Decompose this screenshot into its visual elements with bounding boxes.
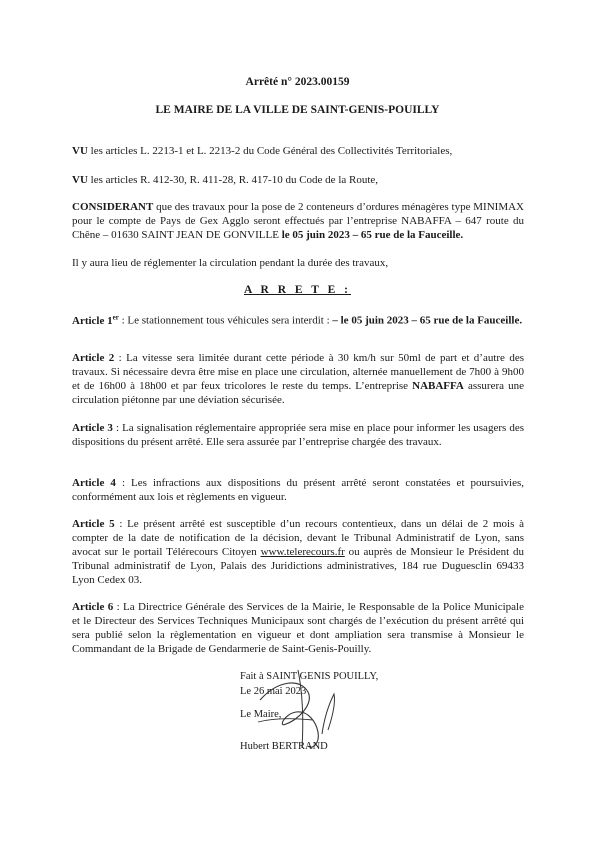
considerant-text: que des travaux pour la pose de 2 conteneurs d’ordures ménagères type MINIMAX pour le compte de Pays de Gex Agglo seront effectués par l’entreprise NABAFFA – 647 route du Chêne – 01630 SAINT JEAN DE GONVILLE [72, 201, 524, 241]
signature-date: Le 26 mai 2023 [240, 686, 307, 697]
vu-paragraph-2 [72, 173, 524, 187]
telerecours-link[interactable]: www.telerecours.fr [260, 546, 345, 558]
article-5-text-end: ou auprès de Monsieur le Président du Tribunal administratif de Lyon, Palais des Juridictions administratives, 184 rue Duguesclin 69433 Lyon Cedex 03. [72, 546, 525, 586]
considerant-lead: CONSIDERANT [72, 201, 154, 213]
signatory-name: Hubert BERTRAND [240, 741, 328, 752]
regulation-paragraph: Il y aura lieu de réglementer la circulation pendant la durée des travaux, [72, 257, 389, 269]
article-2-company: NABAFFA [412, 380, 464, 392]
vu-text-2: les articles R. 412-30, R. 411-28, R. 417-10 du Code de la Route, [87, 174, 379, 186]
article-2-text: : La vitesse sera limitée durant cette période à 30 km/h sur 50ml de part et d’autre des travaux. Si nécessaire devra être mise en place une circulation, alternée manuellement de 7h00 à 9h00 et de 16h00 à 18h00 et par feux tricolores le reste du temps. L’entreprise [72, 352, 524, 392]
signature-role: Le Maire, [240, 709, 282, 720]
article-1 [72, 310, 524, 328]
article-2 [72, 351, 524, 407]
signature-place: Fait à SAINT GENIS POUILLY, [240, 671, 379, 682]
article-2-lead: Article 2 [72, 352, 115, 364]
article-3-lead: Article 3 [72, 422, 113, 434]
arrete-heading: A R R E T E : [244, 284, 351, 296]
vu-lead-1: VU [72, 145, 88, 157]
article-1-date-location: – le 05 juin 2023 – 65 rue de la Fauceille. [329, 314, 523, 327]
article-4-text: : Les infractions aux dispositions du présent arrêté seront constatées et poursuivies, conformément aux lois et règlements en vigueur. [72, 477, 524, 503]
considerant-date-location: le 05 juin 2023 – 65 rue de la Fauceille. [278, 229, 464, 241]
article-4-lead: Article 4 [72, 477, 116, 489]
article-1-text: : Le stationnement tous véhicules sera interdit : [118, 314, 330, 327]
article-1-lead: Article 1er [72, 313, 119, 327]
article-6-lead: Article 6 [72, 601, 114, 613]
article-6-text: : La Directrice Générale des Services de la Mairie, le Responsable de la Police Municipale et le Directeur des Services Techniques Municipaux sont chargés de l’exécution du présent arrêté qui sera publié selon la règlementation en vigueur et dont ampliation sera transmise à Monsieur le Commandant de la Brigade de Gendarmerie de Saint-Genis-Pouilly. [72, 601, 524, 655]
arrete-number: Arrêté n° 2023.00159 [245, 76, 350, 88]
article-3-text: : La signalisation réglementaire appropriée sera mise en place pour informer les usagers des dispositions du présent arrêté. Elle sera assurée par l’entreprise chargée des travaux. [72, 422, 524, 448]
vu-lead-2: VU [72, 174, 88, 186]
vu-paragraph-1 [72, 144, 524, 158]
signature-mark [318, 690, 344, 736]
article-5-lead: Article 5 [72, 518, 115, 530]
vu-text-1: les articles L. 2213-1 et L. 2213-2 du Code Général des Collectivités Territoriales, [87, 145, 453, 157]
article-3 [72, 421, 524, 449]
article-2-text-end: assurera une circulation piétonne par une déviation sécurisée. [72, 380, 524, 406]
article-5-text: : Le présent arrêté est susceptible d’un recours contentieux, dans un délai de 2 mois à compter de la date de notification de la décision, devant le Tribunal Administratif de Lyon, sans avocat sur le portail Télérecours Citoyen [72, 518, 524, 558]
considerant-paragraph [72, 200, 524, 242]
article-4 [72, 476, 524, 504]
article-6 [72, 600, 524, 656]
article-5 [72, 517, 524, 587]
authority-title: LE MAIRE DE LA VILLE DE SAINT-GENIS-POUILLY [155, 104, 440, 116]
